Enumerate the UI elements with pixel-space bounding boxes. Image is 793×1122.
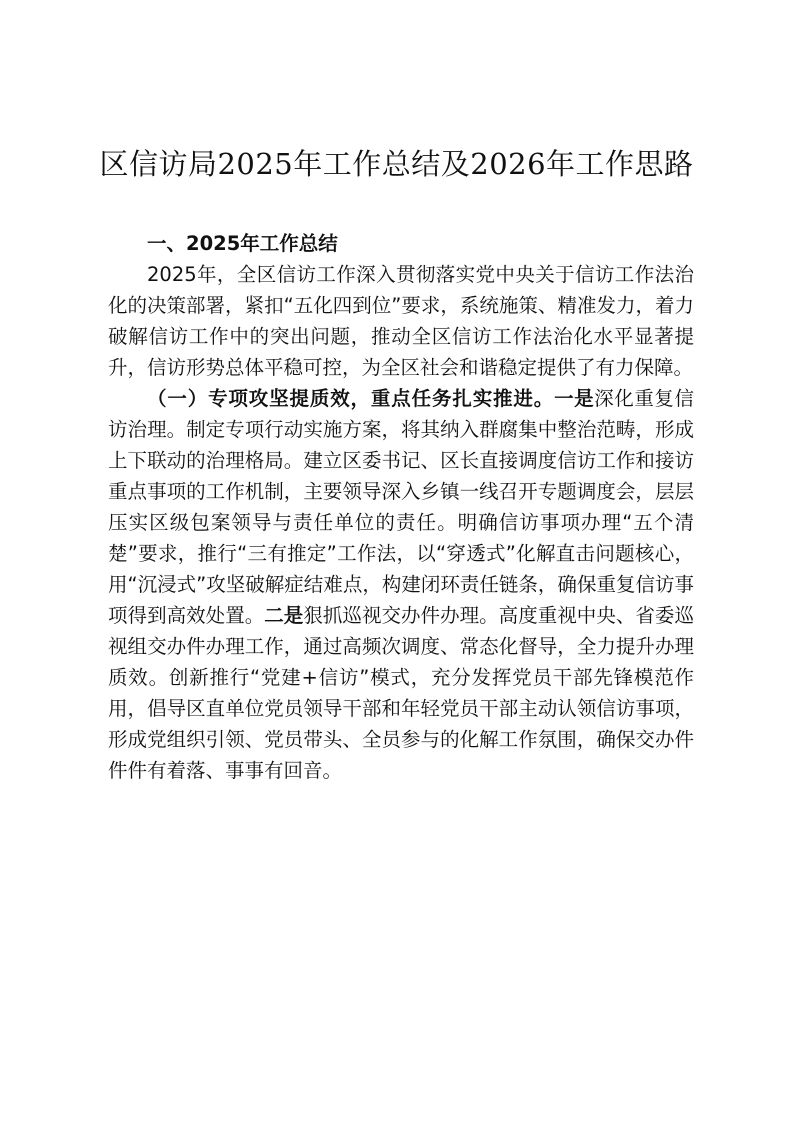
item-lead-2: 二是 — [264, 604, 304, 627]
item-text-1: 深化重复信访治理。制定专项行动实施方案，将其纳入群腐集中整治范畴，形成上下联动的治理格局。建立区委书记、区长直接调度信访工作和接访重点事项的工作机制，主要领导深入乡镇一线召开专题调度会，层层压实区级包案领导与责任单位的责任。明确信访事项办理“五个清楚”要求，推行“三有推定”工作法，以“穿透式”化解直击问题核心，用“沉浸式”攻坚破解症结难点，构建闭环责任链条，确保重复信访事项得到高效处置。 — [108, 387, 694, 627]
document-title: 区信访局2025年工作总结及2026年工作思路 — [99, 147, 694, 181]
item-lead-1: 一是 — [554, 387, 595, 410]
item-text-2: 狠抓巡视交办件办理。高度重视中央、省委巡视组交办件办理工作，通过高频次调度、常态化督导，全力提升办理质效。创新推行“党建+信访”模式，充分发挥党员干部先锋模范作用，倡导区直单位党员领导干部和年轻党员干部主动认领信访事项，形成党组织引领、党员带头、全员参与的化解工作氛围，确保交办件件件有着落、事事有回音。 — [108, 604, 694, 782]
intro-paragraph: 2025年，全区信访工作深入贯彻落实党中央关于信访工作法治化的决策部署，紧扣“五化四到位”要求，系统施策、精准发力，着力破解信访工作中的突出问题，推动全区信访工作法治化水平显著提升，信访形势总体平稳可控，为全区社会和谐稳定提供了有力保障。 — [108, 263, 694, 379]
document-body — [108, 228, 694, 786]
section-heading: 一、2025年工作总结 — [147, 232, 338, 255]
item-heading: （一）专项攻坚提质效，重点任务扎实推进。 — [147, 387, 555, 410]
item-paragraph — [108, 383, 694, 786]
